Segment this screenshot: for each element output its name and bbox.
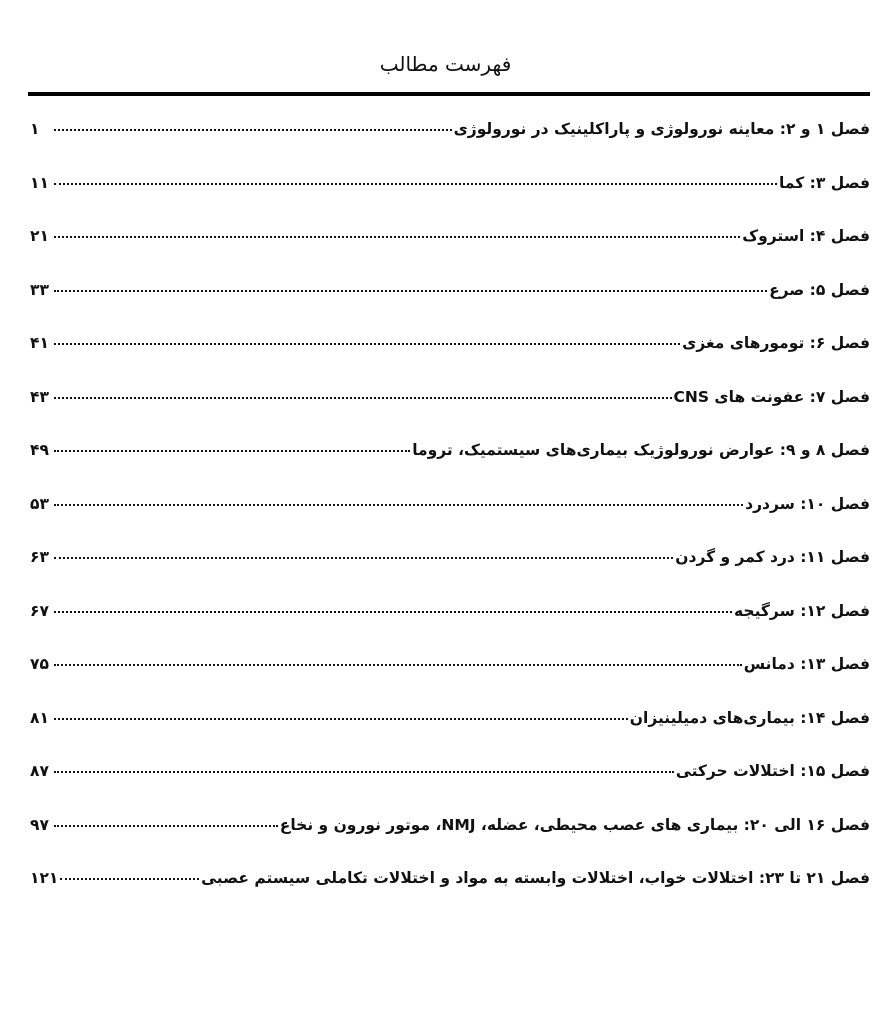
toc-entry-page: ۷۵	[30, 655, 49, 673]
toc-entry-page: ۱۱	[30, 173, 49, 192]
toc-entry[interactable]	[30, 762, 870, 816]
dot-leader	[54, 236, 740, 238]
toc-entry-page: ۸۱	[30, 708, 49, 727]
toc-entry[interactable]	[30, 869, 870, 923]
table-of-contents	[30, 120, 870, 923]
dot-leader	[54, 771, 674, 773]
toc-entry[interactable]	[30, 602, 870, 656]
toc-entry-page: ۸۷	[30, 762, 49, 780]
toc-entry[interactable]	[30, 548, 870, 602]
toc-entry-label: فصل ۸ و ۹: عوارض نورولوژیک بیماری‌های سیستمیک، تروما	[412, 441, 870, 459]
dot-leader	[60, 878, 199, 880]
toc-entry[interactable]	[30, 709, 870, 763]
toc-entry-page: ۴۹	[30, 441, 49, 459]
dot-leader	[54, 183, 777, 185]
dot-leader	[54, 129, 452, 131]
toc-entry-page: ۴۳	[30, 387, 49, 406]
toc-entry[interactable]	[30, 495, 870, 549]
toc-entry[interactable]	[30, 334, 870, 388]
dot-leader	[54, 504, 743, 506]
dot-leader	[54, 611, 732, 613]
toc-entry[interactable]	[30, 388, 870, 442]
toc-entry-label: فصل ۷: عفونت های CNS	[673, 387, 870, 406]
toc-entry-page: ۹۷	[30, 815, 49, 834]
dot-leader	[54, 825, 278, 827]
dot-leader	[54, 343, 680, 345]
dot-leader	[54, 397, 672, 399]
dot-leader	[54, 557, 673, 559]
toc-entry-page: ۶۳	[30, 548, 49, 566]
toc-entry-label: فصل ۱۱: درد کمر و گردن	[675, 548, 870, 566]
toc-entry-label: فصل ۴: استروک	[742, 227, 870, 245]
toc-entry-label: فصل ۶: تومورهای مغزی	[682, 334, 870, 352]
dot-leader	[54, 718, 628, 720]
dot-leader	[54, 450, 410, 452]
toc-entry-label: فصل ۱ و ۲: معاینه نورولوژی و پاراکلینیک در نورولوژی	[453, 120, 870, 138]
toc-entry-page: ۱۲۱	[30, 869, 59, 887]
toc-entry-label: فصل ۱۴: بیماری‌های دمیلینیزان	[629, 708, 870, 727]
toc-entry[interactable]	[30, 174, 870, 228]
toc-entry-label: فصل ۱۶ الی ۲۰: بیماری های عصب محیطی، عضله، NMJ، موتور نورون و نخاع	[279, 815, 870, 834]
toc-entry-page: ۳۳	[30, 280, 49, 299]
toc-entry-label: فصل ۱۰: سردرد	[745, 494, 870, 513]
title-divider	[28, 92, 870, 96]
toc-entry-label: فصل ۵: صرع	[769, 280, 870, 299]
toc-entry[interactable]	[30, 120, 870, 174]
toc-entry[interactable]	[30, 655, 870, 709]
toc-entry-page: ۵۳	[30, 494, 49, 513]
toc-entry-label: فصل ۲۱ تا ۲۳: اختلالات خواب، اختلالات وابسته به مواد و اختلالات تکاملی سیستم عصبی	[201, 869, 870, 887]
toc-entry-page: ۲۱	[30, 227, 49, 245]
toc-entry-label: فصل ۱۲: سرگیجه	[734, 601, 870, 620]
toc-entry-page: ۱	[30, 120, 40, 138]
toc-entry[interactable]	[30, 227, 870, 281]
toc-entry-page: ۴۱	[30, 334, 49, 352]
toc-entry-label: فصل ۱۳: دمانس	[743, 655, 870, 673]
toc-entry-label: فصل ۳: کما	[779, 173, 870, 192]
dot-leader	[54, 290, 767, 292]
page-title: فهرست مطالب	[379, 52, 512, 76]
toc-entry-page: ۶۷	[30, 601, 49, 620]
toc-entry-label: فصل ۱۵: اختلالات حرکتی	[675, 762, 870, 780]
toc-entry[interactable]	[30, 441, 870, 495]
toc-entry[interactable]	[30, 816, 870, 870]
dot-leader	[54, 664, 742, 666]
toc-entry[interactable]	[30, 281, 870, 335]
